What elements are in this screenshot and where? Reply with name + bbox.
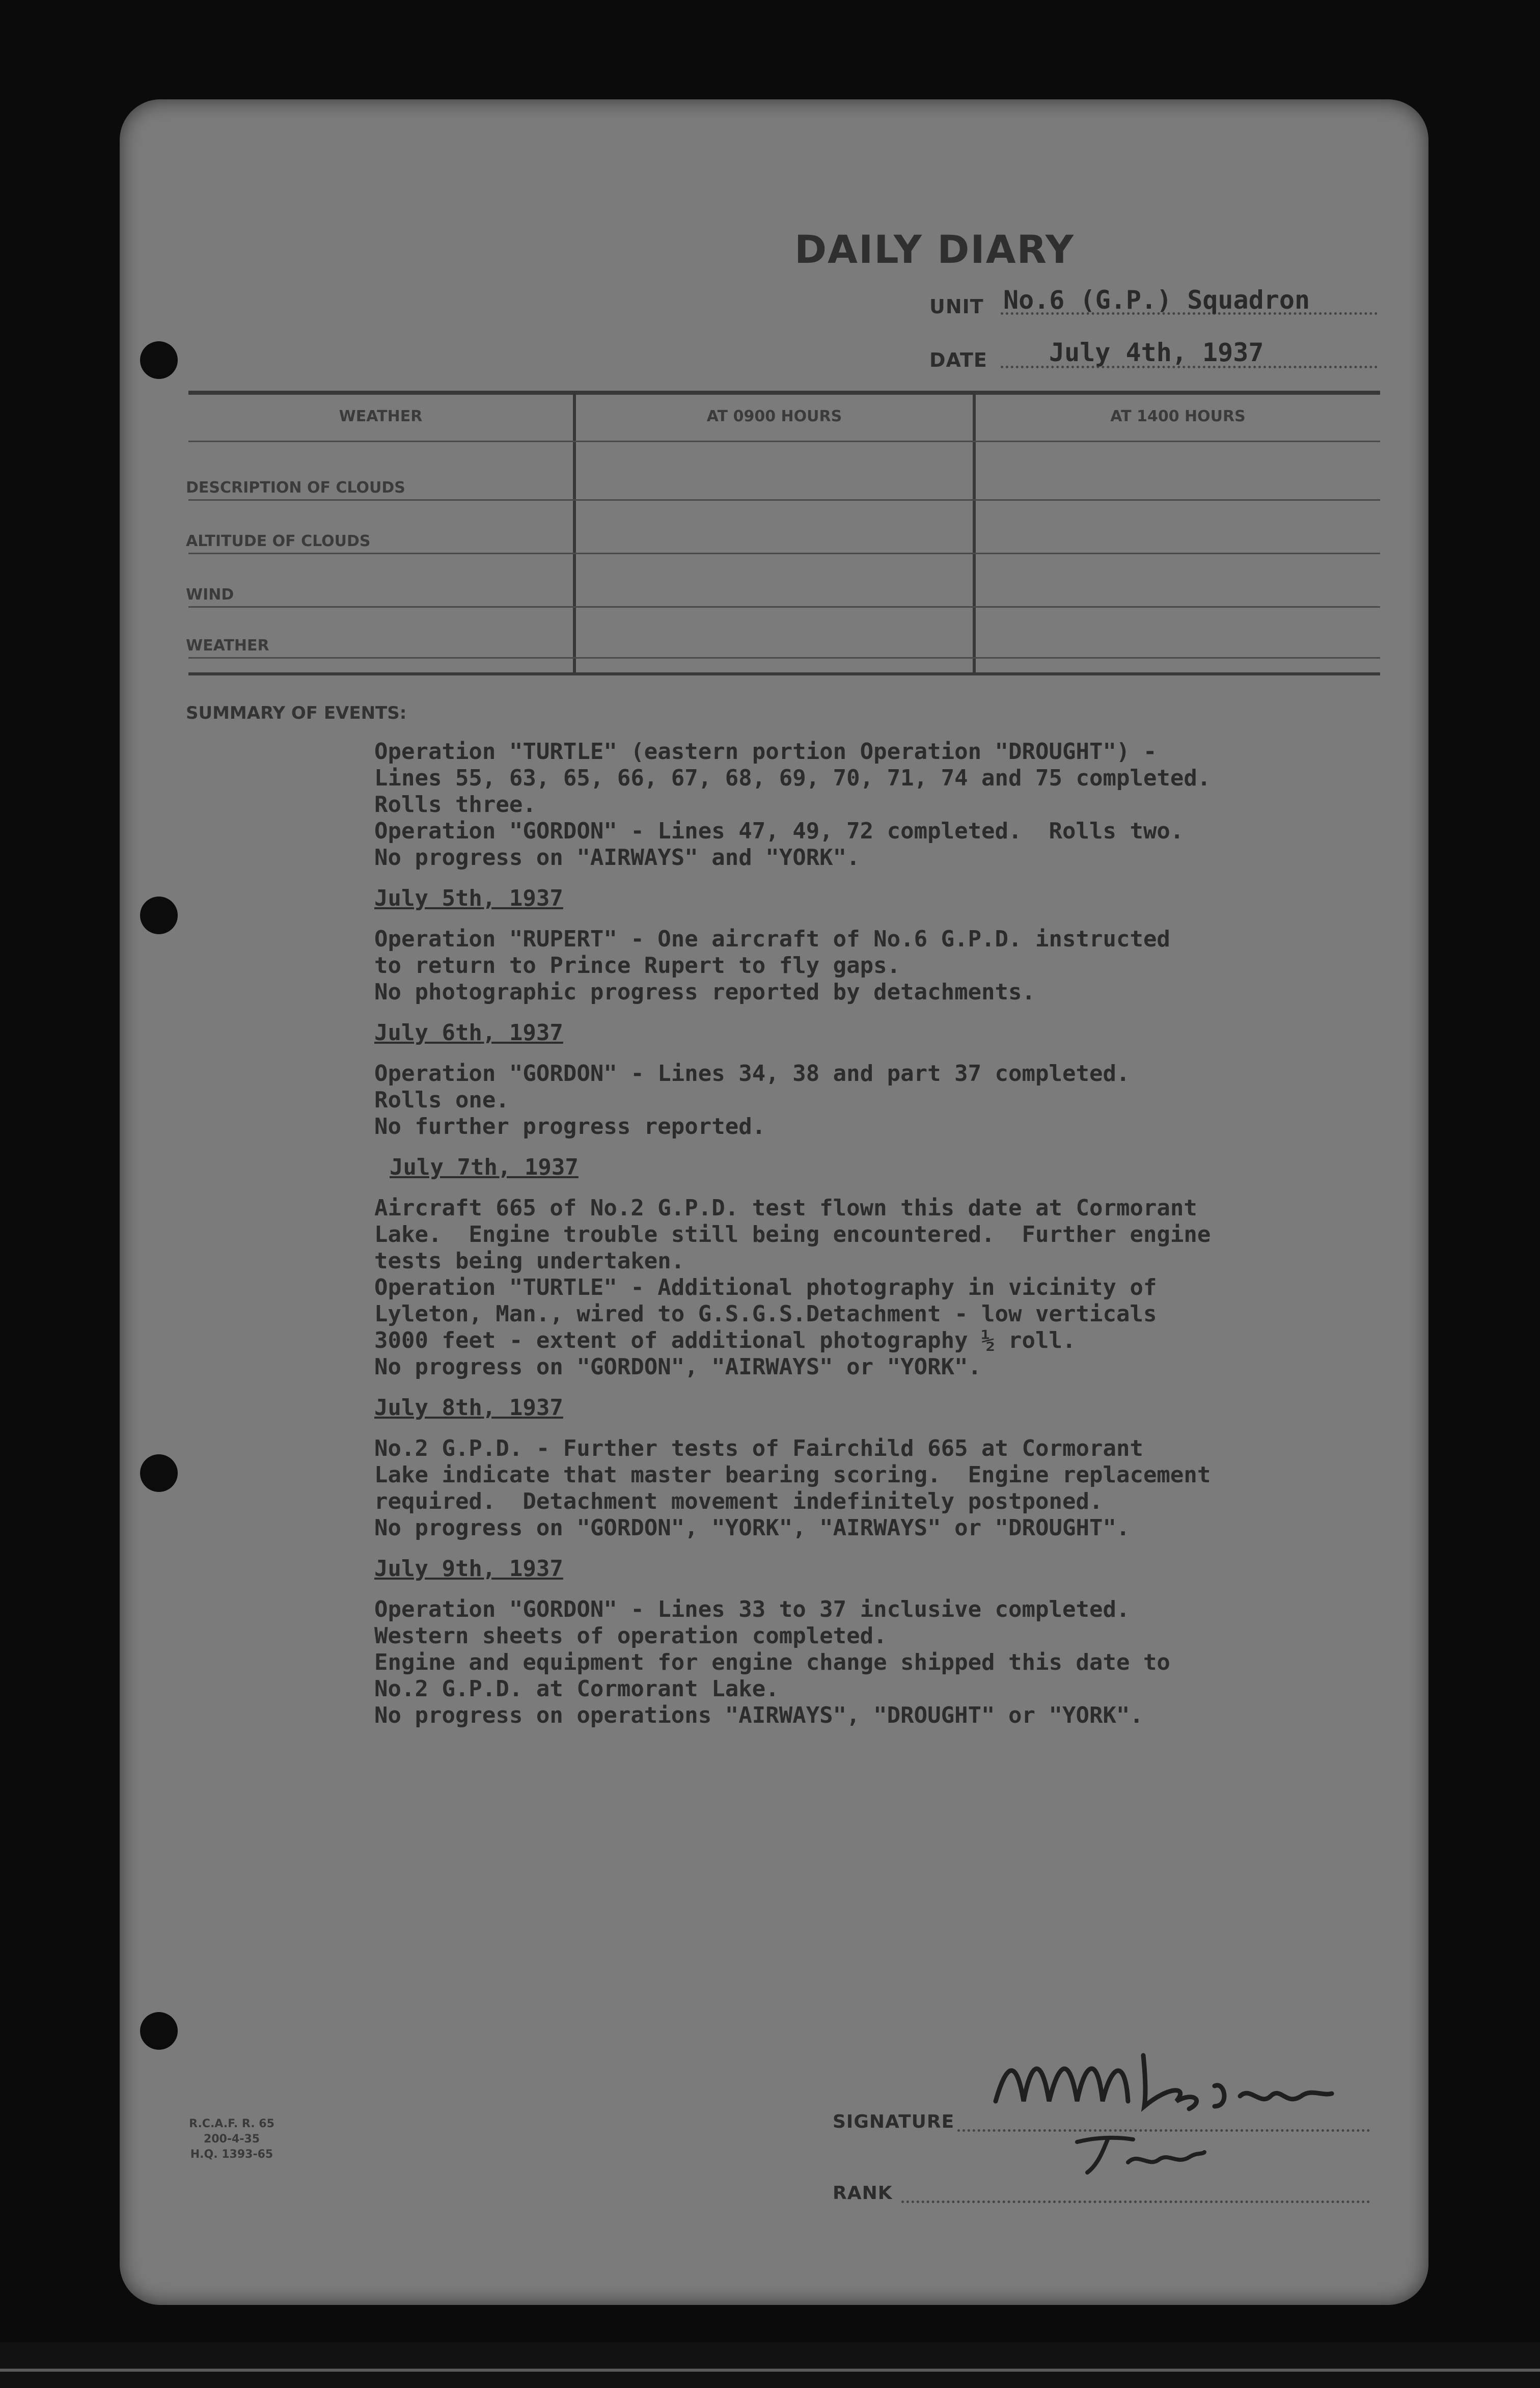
film-edge [0,2342,1540,2388]
entry-line: Rolls one. [374,1087,509,1113]
table-row-line [188,657,1380,659]
col-header-0900: AT 0900 HOURS [706,408,842,425]
entry-date-heading: July 8th, 1937 [374,1395,563,1421]
table-bottom-rule [188,672,1380,675]
rank-handwriting [1067,2122,1209,2183]
row-label-weather: WEATHER [186,637,269,655]
binder-hole [140,341,178,379]
entry-line: Lines 55, 63, 65, 66, 67, 68, 69, 70, 71, 74 and 75 completed. [374,765,1211,791]
entry-line: No progress on "GORDON", "YORK", "AIRWAYS" or "DROUGHT". [374,1515,1130,1541]
table-header-line [188,441,1380,442]
summary-of-events-label: SUMMARY OF EVENTS: [186,703,407,723]
entry-line: 3000 feet - extent of additional photography ½ roll. [374,1327,1076,1353]
table-row-line [188,553,1380,554]
entry-line: Lake. Engine trouble still being encountered. Further engine [374,1222,1211,1247]
signature-label: SIGNATURE [833,2111,955,2132]
entry-line: Aircraft 665 of No.2 G.P.D. test flown this date at Cormorant [374,1195,1197,1221]
rank-label: RANK [833,2183,893,2204]
entry-july-8 [374,1395,1393,1541]
entry-line: Operation "TURTLE" - Additional photography in vicinity of [374,1274,1157,1300]
col-header-weather: WEATHER [339,408,423,425]
entry-date-heading: July 6th, 1937 [374,1020,563,1046]
table-row-line [188,499,1380,501]
form-code-line: R.C.A.F. R. 65 [189,2118,274,2130]
entry-date-heading: July 7th, 1937 [390,1154,579,1180]
row-label-description-of-clouds: DESCRIPTION OF CLOUDS [186,479,405,497]
unit-value: No.6 (G.P.) Squadron [1003,285,1310,315]
binder-hole [140,897,178,934]
entry-line: No progress on "AIRWAYS" and "YORK". [374,845,860,871]
form-code-line: 200-4-35 [203,2133,260,2146]
entry-line: Lyleton, Man., wired to G.S.G.S.Detachment - low verticals [374,1301,1157,1327]
table-row-line [188,606,1380,608]
events-log [374,739,1393,1729]
entry-line: No further progress reported. [374,1114,766,1139]
film-line [0,2369,1540,2372]
form-title: DAILY DIARY [794,227,1075,272]
entry-july-6 [374,1020,1393,1140]
entry-july-5 [374,885,1393,1006]
entry-line: Engine and equipment for engine change shipped this date to [374,1649,1170,1675]
entry-line: Lake indicate that master bearing scoring. Engine replacement [374,1462,1211,1488]
entry-line: No photographic progress reported by detachments. [374,979,1036,1005]
diary-sheet [120,99,1428,2305]
entry-line: Operation "RUPERT" - One aircraft of No.6 G.P.D. instructed [374,926,1170,952]
row-label-altitude-of-clouds: ALTITUDE OF CLOUDS [186,532,371,550]
table-divider [973,395,976,672]
entry-line: Operation "GORDON" - Lines 33 to 37 inclusive completed. [374,1596,1130,1622]
form-code-line: H.Q. 1393-65 [190,2148,273,2161]
entry-line: Operation "GORDON" - Lines 34, 38 and part 37 completed. [374,1061,1130,1087]
table-top-rule [188,391,1380,395]
entry-july-7 [374,1154,1393,1380]
entry-date-heading: July 5th, 1937 [374,885,563,911]
entry-july-4 [374,739,1393,871]
form-code [168,2116,295,2162]
entry-line: No progress on "GORDON", "AIRWAYS" or "YORK". [374,1354,982,1380]
entry-line: No.2 G.P.D. at Cormorant Lake. [374,1676,779,1702]
entry-line: Rolls three. [374,792,536,818]
entry-line: Operation "TURTLE" (eastern portion Operation "DROUGHT") - [374,739,1157,765]
col-header-1400: AT 1400 HOURS [1110,408,1246,425]
date-value: July 4th, 1937 [1049,338,1264,367]
unit-label: UNIT [929,295,984,318]
entry-line: tests being undertaken. [374,1248,685,1274]
binder-hole [140,1454,178,1492]
table-divider [573,395,576,672]
rank-underline [901,2201,1370,2203]
date-label: DATE [929,349,987,371]
entry-line: required. Detachment movement indefinitely postponed. [374,1488,1103,1514]
signature-handwriting [975,2025,1342,2137]
row-label-wind: WIND [186,586,234,604]
entry-line: Operation "GORDON" - Lines 47, 49, 72 completed. Rolls two. [374,818,1184,844]
entry-line: Western sheets of operation completed. [374,1623,887,1649]
entry-july-9 [374,1556,1393,1729]
entry-line: No progress on operations "AIRWAYS", "DROUGHT" or "YORK". [374,1702,1143,1728]
entry-line: No.2 G.P.D. - Further tests of Fairchild 665 at Cormorant [374,1435,1143,1461]
binder-hole [140,2012,178,2050]
entry-line: to return to Prince Rupert to fly gaps. [374,953,901,979]
entry-date-heading: July 9th, 1937 [374,1556,563,1582]
